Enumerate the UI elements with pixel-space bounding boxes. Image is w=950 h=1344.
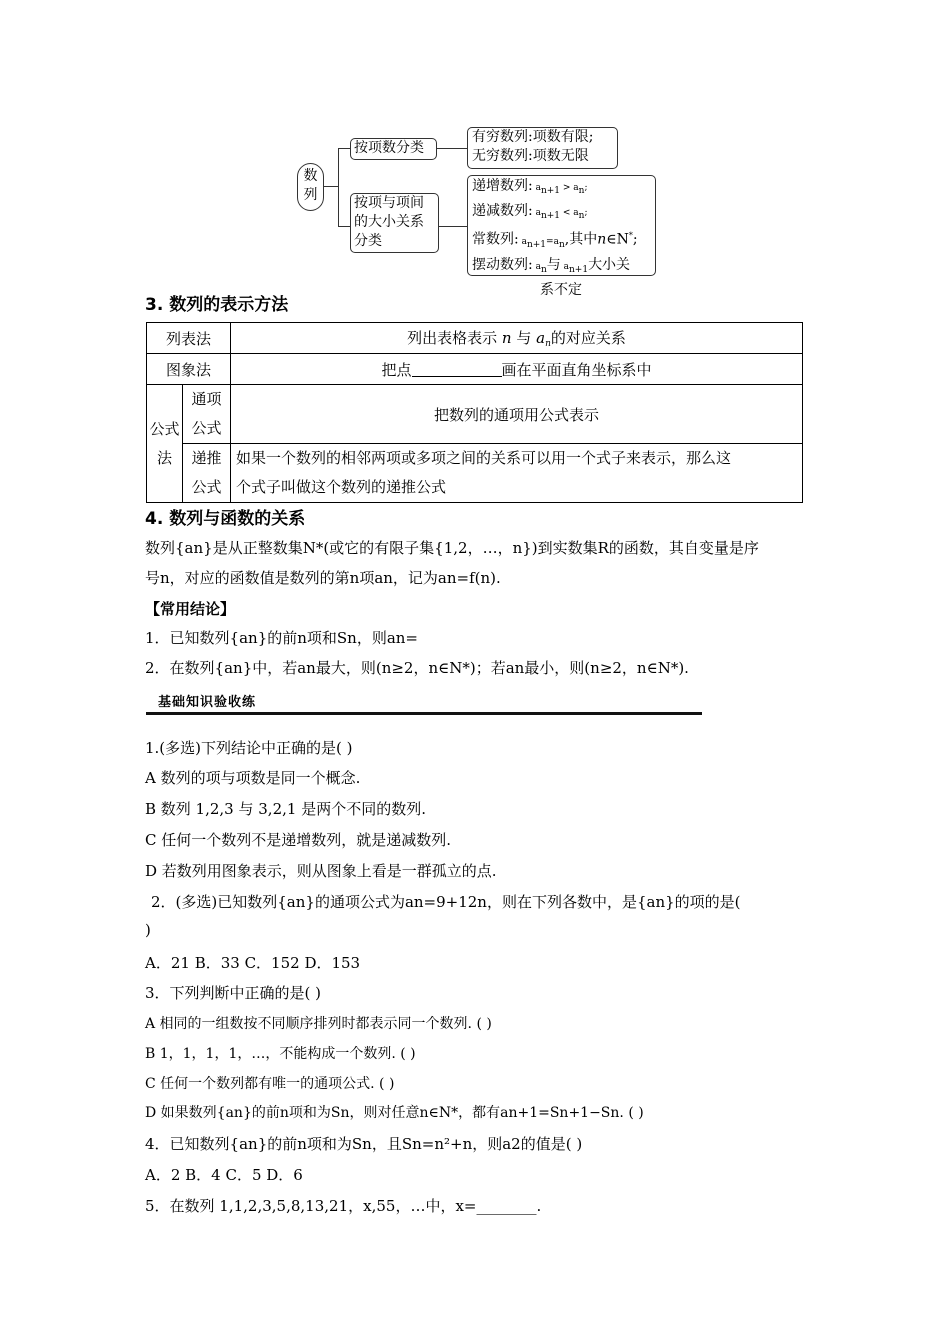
graph-desc-text: 把点: [381, 360, 412, 379]
graph-desc-text: 画在平面直角坐标系中: [501, 360, 652, 379]
conclusions-title: 【常用结论】: [145, 600, 236, 618]
question-5: 5．在数列 1,1,2,3,5,8,13,21，x,55，…中，x=________.: [145, 1197, 542, 1215]
question-2-options: A．21 B．33 C．152 D．153: [145, 954, 361, 972]
constant-rel: an+1=an: [518, 236, 565, 250]
connector-line: [338, 148, 350, 149]
conclusion-1: 1．已知数列{an}的前n项和Sn，则an=: [145, 629, 419, 647]
general-formula-text: 通项: [191, 390, 222, 408]
question-1-option-b: B 数列 1,2,3 与 3,2,1 是两个不同的数列.: [145, 800, 426, 818]
recursive-formula-text: 递推: [191, 449, 222, 467]
connector-line: [324, 186, 338, 187]
question-3: 3．下列判断中正确的是( ): [145, 984, 322, 1002]
question-3-option-d: D 如果数列{an}的前n项和为Sn，则对任意n∈N*，都有an+1=Sn+1−Sn. ( ): [145, 1105, 644, 1121]
question-1: 1.(多选)下列结论中正确的是( ): [145, 739, 353, 757]
increasing-label: 递增数列:: [472, 178, 533, 194]
connector-line: [433, 148, 467, 149]
section3-text: . 数列的表示方法: [156, 295, 289, 315]
oscillating-label: 摆动数列:: [472, 256, 533, 273]
question-3-option-a: A 相同的一组数按不同顺序排列时都表示同一个数列. ( ): [145, 1016, 492, 1032]
list-desc-text: 与: [516, 329, 532, 347]
list-method-cell: 列表法: [147, 323, 231, 354]
increasing-item: [472, 176, 655, 201]
diagram-branch-size: [350, 193, 439, 253]
formula-method-cell: [147, 385, 183, 503]
section4-paragraph-1: [145, 537, 759, 558]
decreasing-rel: an+1 < an;: [532, 208, 588, 221]
graph-desc-cell: [231, 354, 803, 385]
finite-sequence-item: 有穷数列:项数有限;: [472, 129, 594, 145]
infinite-sequence-item: 无穷数列:项数无限: [472, 148, 589, 164]
question-2-paren: ): [145, 921, 151, 939]
constant-item: 常数列: an+1=an,其中n∈N*;: [472, 231, 638, 250]
connector-line: [338, 226, 350, 227]
section4-title: 4. 数列与函数的关系: [145, 509, 306, 529]
section4-p1-text: 数列{an}是从正整数集N*(或它的有限子集{1,2，…，n})到实数集R的函数，其自变量是序: [145, 539, 759, 557]
section3-title: [145, 290, 288, 315]
general-formula-text: 公式: [191, 419, 222, 437]
constant-label: 常数列:: [472, 231, 519, 248]
increasing-rel: an+1 > an;: [532, 183, 588, 196]
formula-method-text: 公式: [149, 419, 180, 438]
table-row: [147, 323, 803, 354]
oscillating-item-cont: 系不定: [540, 281, 582, 298]
practice-header-text: 基础知识验收练: [158, 695, 257, 710]
list-desc-cell: 列出表格表示 n 与 $a_n$的对应关系: [231, 323, 803, 354]
section4-p2-text: 号n，对应的函数值是数列的第n项an，记为an=f(n).: [145, 569, 501, 587]
diagram-root-text: 数列: [303, 168, 318, 203]
diagram-branch-count: [350, 138, 437, 160]
question-4-options: A．2 B．4 C．5 D．6: [145, 1166, 303, 1184]
recursive-formula-cell: [183, 444, 231, 503]
conclusion-2: 2．在数列{an}中，若an最大，则(n≥2，n∈N*)；若an最小，则(n≥2，n∈N*).: [145, 659, 689, 677]
recursive-desc-text: 个式子叫做这个数列的递推公式: [236, 478, 447, 496]
recursive-desc-cell: [231, 444, 803, 503]
decreasing-label: 递减数列:: [472, 203, 533, 219]
connector-line: [436, 226, 467, 227]
list-desc-text: 的对应关系: [550, 329, 626, 347]
decreasing-item: [472, 201, 655, 226]
table-row: [147, 385, 803, 444]
practice-header: [146, 688, 702, 716]
connector-line: [338, 148, 339, 226]
list-desc-an: a: [536, 329, 546, 347]
recursive-desc-text: 如果一个数列的相邻两项或多项之间的关系可以用一个式子来表示，那么这: [236, 449, 732, 467]
question-3-option-b: B 1，1，1，1，…，不能构成一个数列. ( ): [145, 1046, 416, 1062]
diagram-branch-size-line: 分类: [354, 233, 382, 249]
diagram-branch-count-label: 按项数分类: [354, 140, 424, 156]
oscillating-item: 摆动数列: an与 an+1大小关: [472, 256, 631, 275]
formula-method-text: 法: [156, 448, 172, 467]
fill-blank: [412, 376, 502, 377]
list-desc-n: n: [501, 329, 512, 347]
recursive-formula-text: 公式: [191, 478, 222, 496]
general-desc-cell: 把数列的通项用公式表示: [231, 385, 803, 444]
graph-method-cell: 图象法: [147, 354, 231, 385]
representation-table: [146, 322, 803, 503]
section3-num: 3: [145, 295, 157, 315]
list-desc-text: 列出表格表示: [407, 329, 498, 347]
question-1-option-d: D 若数列用图象表示，则从图象上看是一群孤立的点.: [145, 862, 497, 880]
general-formula-cell: [183, 385, 231, 444]
diagram-size-items: [467, 175, 656, 298]
question-3-option-c: C 任何一个数列都有唯一的通项公式. ( ): [145, 1076, 395, 1092]
question-1-option-a: A 数列的项与项数是同一个概念.: [145, 769, 361, 787]
question-1-option-c: C 任何一个数列不是递增数列，就是递减数列.: [145, 831, 452, 849]
diagram-root: [297, 163, 324, 211]
table-row: [147, 444, 803, 503]
question-4: 4．已知数列{an}的前n项和为Sn，且Sn=n²+n，则a2的值是( ): [145, 1135, 583, 1153]
practice-header-rule: [146, 712, 702, 715]
diagram-branch-size-line: 的大小关系: [354, 214, 424, 230]
diagram-branch-size-line: 按项与项间: [354, 195, 424, 211]
section4-paragraph-2: [145, 567, 501, 588]
question-2: 2．(多选)已知数列{an}的通项公式为an=9+12n，则在下列各数中，是{an}的项的是(: [151, 893, 741, 911]
diagram-count-items: [467, 127, 618, 169]
table-row: [147, 354, 803, 385]
